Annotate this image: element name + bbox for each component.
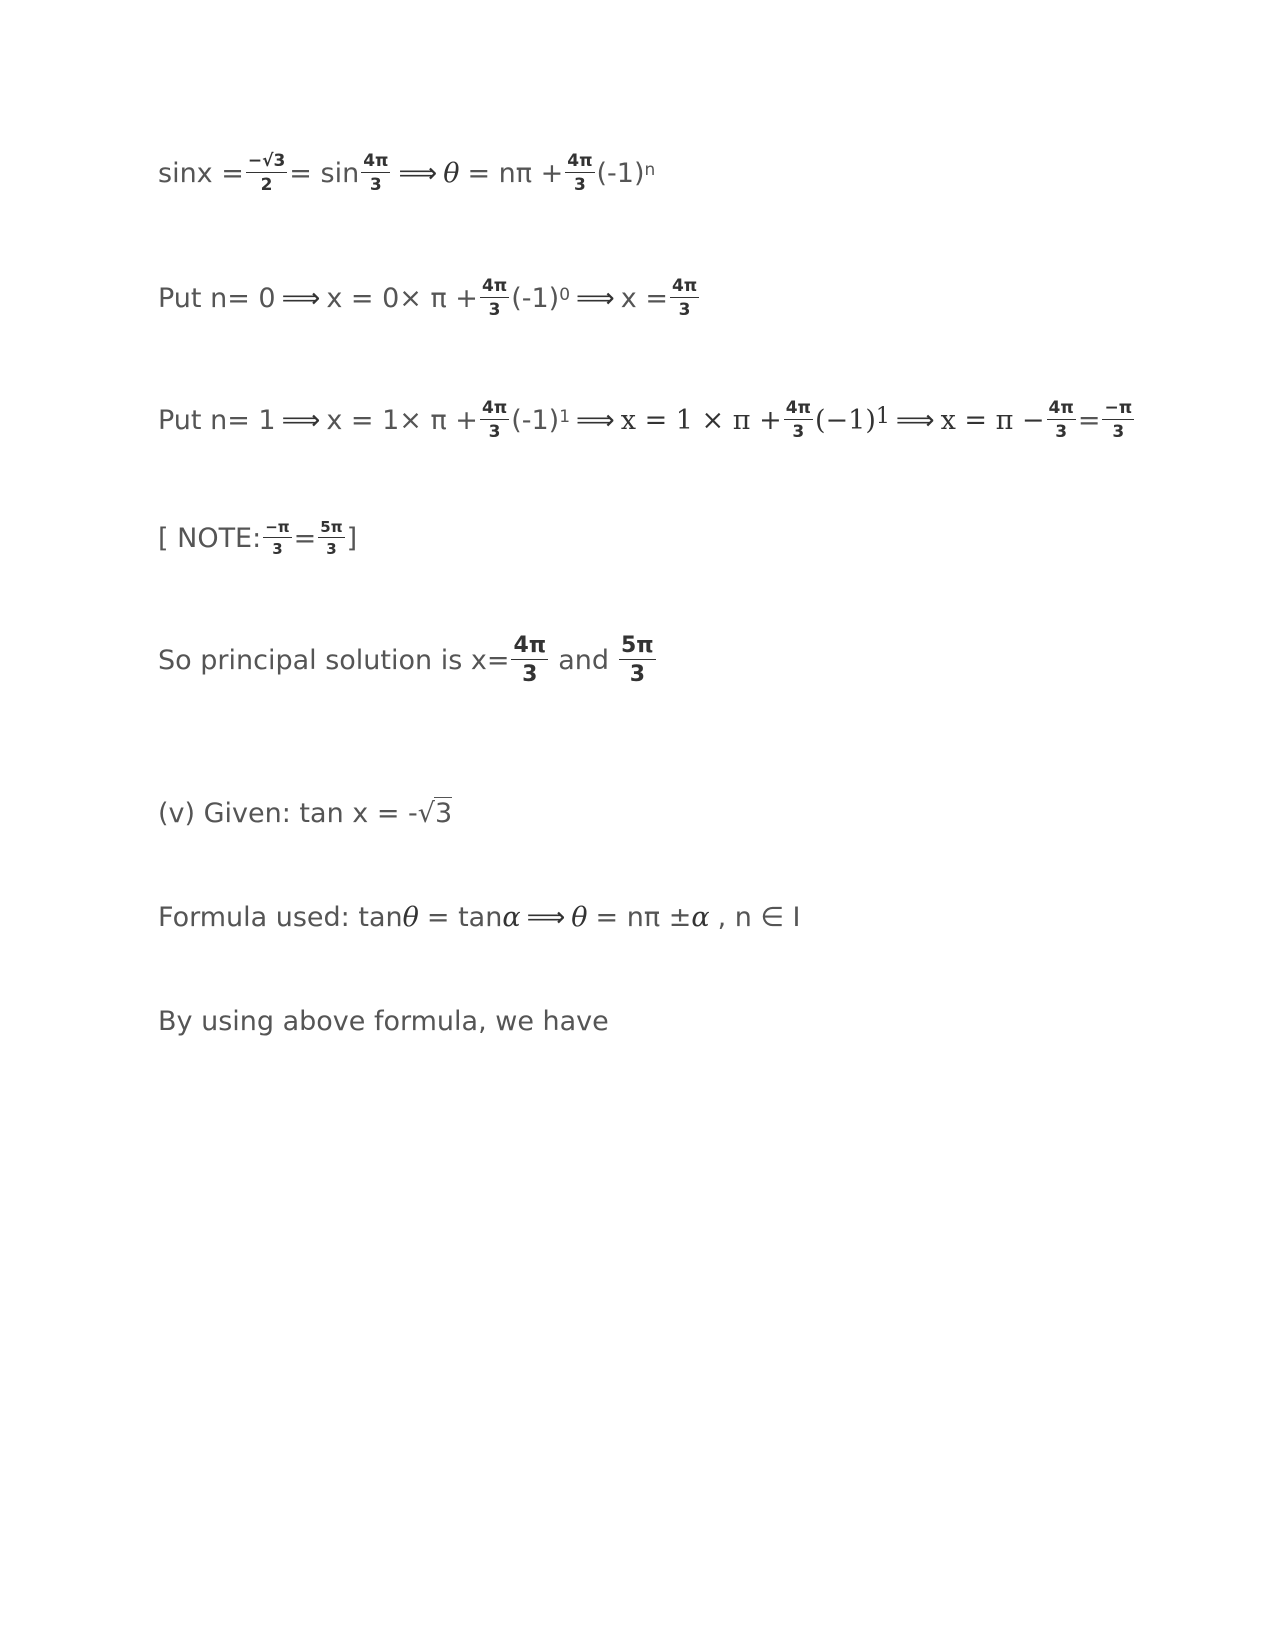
fraction-4pi-over-3: $\frac{4\pi}{3}$ [1048,398,1074,442]
formula-text: Formula used: tan [158,902,403,933]
fraction-neg-pi-over-3: $\frac{-\pi}{3}$ [1104,398,1133,442]
equation-n0-line [158,278,701,319]
fraction-neg-pi-over-3: $\frac{-\pi}{3}$ [265,518,290,558]
implies-arrow: ⟹ [281,283,321,314]
theta-symbol: θ [443,158,460,189]
power-exponent: 1 [875,404,890,429]
power-base: (-1) [596,158,645,189]
equation-sin-line [158,153,655,194]
power-base-serif: (−1) [814,405,876,436]
put-n0: Put n= 0 [158,283,276,314]
sqrt-radicand: 3 [435,798,453,829]
principal-solution-line [158,635,658,686]
sin-lhs: sinx = [158,158,244,189]
fraction-4pi-over-3: $\frac{4\pi}{3}$ [671,276,698,320]
put-n1: Put n= 1 [158,405,276,436]
theta-symbol: θ [571,902,588,933]
fraction-5pi-over-3: $\frac{5\pi}{3}$ [320,518,343,558]
given-text: (v) Given: tan x = - [158,797,418,829]
x-equals: x = [620,283,668,314]
integer-set: , n ∈ I [717,902,801,933]
pi-minus: x = π − [940,405,1045,436]
principal-text: So principal solution is x= [158,645,510,676]
implies-arrow: ⟹ [576,283,615,314]
implies-arrow: ⟹ [576,405,615,436]
fraction-4pi-over-3: $\frac{4\pi}{3}$ [481,398,508,442]
equals-sign: = [1077,405,1101,436]
fraction-4pi-over-3: $\frac{4\pi}{3}$ [513,633,547,687]
power-base: (-1) [511,283,560,314]
implies-arrow: ⟹ [526,902,566,933]
given-line [158,797,452,829]
fraction-neg-root3-over-2: $\frac{-√3}{2}$ [247,151,286,195]
note-line [158,520,357,557]
fraction-4pi-over-3: $\frac{4\pi}{3}$ [481,276,508,320]
substitution: x = 0× π + [326,283,478,314]
equation-n1-line [158,400,1136,441]
alpha-symbol: α [691,902,710,933]
fraction-4pi-over-3: $\frac{4\pi}{3}$ [785,398,811,442]
general-solution: = nπ + [467,158,564,189]
closing-text: By using above formula, we have [158,1006,609,1037]
note-open: [ NOTE: [158,523,262,554]
fraction-4pi-over-3: $\frac{4\pi}{3}$ [363,151,389,195]
theta-symbol: θ [402,902,419,933]
note-close: ] [346,523,358,554]
fraction-5pi-over-3: $\frac{5\pi}{3}$ [620,633,654,687]
sqrt-symbol: √ [417,797,435,829]
equals-sign: = [293,523,317,554]
fraction-4pi-over-3: $\frac{4\pi}{3}$ [567,151,593,195]
implies-arrow: ⟹ [895,405,935,436]
sin-mid: = sin [289,158,360,189]
power-base: (-1) [511,405,560,436]
power-exponent: n [644,159,656,180]
substitution: x = 1× π + [326,405,478,436]
formula-rhs: = nπ ± [595,902,692,933]
alpha-symbol: α [502,902,521,933]
implies-arrow: ⟹ [398,158,438,189]
closing-line [158,1006,609,1037]
formula-line [158,902,801,933]
power-exponent: 0 [559,284,571,305]
substitution-serif: x = 1 × π + [620,405,782,436]
implies-arrow: ⟹ [281,405,321,436]
formula-eq: = tan [426,902,503,933]
and-word: and [558,645,609,676]
power-exponent: 1 [559,406,571,427]
